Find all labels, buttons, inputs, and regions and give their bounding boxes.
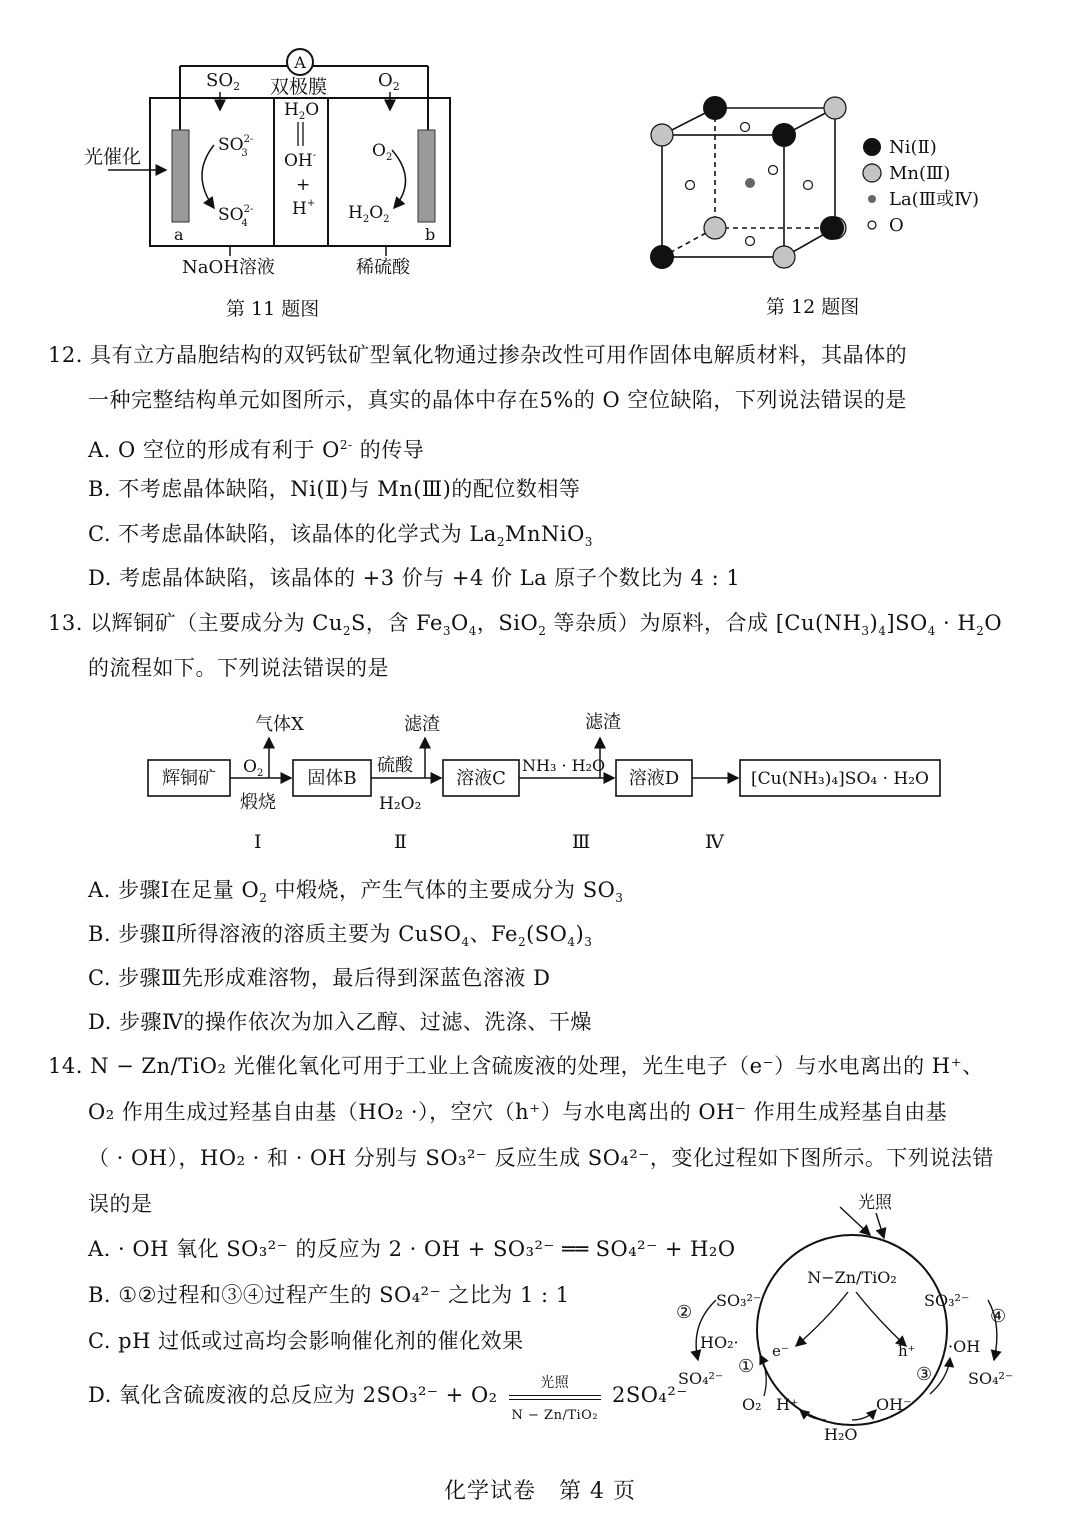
q14-stem-line2: O₂ 作用生成过羟基自由基（HO₂ ·），空穴（h⁺）与水电离出的 OH⁻ 作用生成羟基自由基 — [88, 1100, 948, 1124]
q14-stem-line1: 14. N − Zn/TiO₂ 光催化氧化可用于工业上含硫废液的处理，光生电子（e⁻）与水电离出的 H⁺、 — [48, 1054, 984, 1078]
legend-o: O — [889, 215, 904, 236]
svg-text:H₂O₂: H₂O₂ — [379, 794, 422, 814]
ni-atom-front-right — [820, 216, 844, 240]
q12-option-b: B. 不考虑晶体缺陷，Ni(Ⅱ)与 Mn(Ⅲ)的配位数相等 — [88, 477, 581, 501]
q12-option-a: A. O 空位的形成有利于 $O^{2-}$ 的传导 — [88, 438, 425, 462]
figure-12-crystal-cell — [640, 90, 1000, 280]
svg-text:HO₂·: HO₂· — [700, 1333, 739, 1352]
svg-text:O2: $O_2$ — [243, 757, 264, 779]
svg-text:·OH: ·OH — [948, 1337, 981, 1356]
svg-text:[Cu(NH₃)₄]SO₄ · H₂O: [Cu(NH₃)₄]SO₄ · H₂O — [750, 769, 930, 789]
svg-text:硫酸: 硫酸 — [377, 755, 413, 776]
svg-text:H2O: $H_2O$ — [284, 100, 320, 122]
q13-flow-chart — [140, 705, 950, 855]
svg-text:SO₃²⁻: SO₃²⁻ — [716, 1291, 762, 1310]
q14-stem-line3: （ · OH），HO₂ · 和 · OH 分别与 SO₃²⁻ 反应生成 SO₄²⁻，变化过程如下图所示。下列说法错 — [88, 1146, 994, 1170]
svg-text:SO₄²⁻: SO₄²⁻ — [678, 1369, 724, 1388]
svg-text:N−Zn/TiO₂: N−Zn/TiO₂ — [807, 1268, 897, 1287]
figure-11-electrolysis-cell — [80, 45, 480, 280]
svg-text:Ⅰ: Ⅰ — [254, 831, 262, 853]
svg-text:H⁺: H⁺ — [776, 1395, 799, 1414]
svg-text:Ⅲ: Ⅲ — [572, 831, 591, 853]
q12-stem-line2: 一种完整结构单元如图所示，真实的晶体中存在5%的 O 空位缺陷，下列说法错误的是 — [88, 388, 907, 412]
legend-ni: Ni(Ⅱ) — [889, 137, 937, 158]
svg-text:O₂: O₂ — [742, 1395, 762, 1414]
page-footer: 化学试卷 第 4 页 — [444, 1479, 636, 1504]
q14-option-b: B. ①②过程和③④过程产生的 SO₄²⁻ 之比为 1 : 1 — [88, 1283, 570, 1307]
svg-text:H2O2: $H_2O_2$ — [348, 203, 390, 225]
svg-text:煅烧: 煅烧 — [240, 792, 276, 813]
svg-text:H₂O: H₂O — [824, 1425, 858, 1444]
svg-text:SO₄²⁻: SO₄²⁻ — [968, 1369, 1014, 1388]
la-atom — [745, 178, 755, 188]
electrode-a — [172, 130, 189, 222]
svg-text:SO2-4: $SO^{2-}4$ — [218, 204, 254, 229]
svg-text:h⁺: h⁺ — [898, 1342, 916, 1360]
flow-residue-2: 滤渣 — [585, 712, 621, 733]
naoh-label: NaOH溶液 — [182, 257, 275, 278]
svg-text:H+: H+ — [292, 198, 316, 219]
svg-text:④: ④ — [990, 1306, 1007, 1327]
svg-text:+: + — [296, 175, 311, 195]
q14-photocatalysis-diagram — [665, 1185, 1025, 1450]
svg-text:e⁻: e⁻ — [772, 1342, 789, 1360]
svg-text:③: ③ — [916, 1364, 933, 1385]
ammeter-label: A — [294, 53, 306, 72]
q13-option-a: A. 步骤Ⅰ在足量 $O_2$ 中煅烧，产生气体的主要成分为 $SO_3$ — [88, 878, 624, 906]
svg-text:OH⁻: OH⁻ — [876, 1395, 912, 1414]
flow-residue-1: 滤渣 — [404, 714, 440, 735]
svg-text:②: ② — [676, 1302, 693, 1323]
svg-text:SO₃²⁻: SO₃²⁻ — [924, 1291, 970, 1310]
svg-text:OH-: OH- — [284, 150, 317, 171]
svg-text:SO2: $SO_2$ — [206, 70, 241, 93]
q14-option-a: A. · OH 氧化 SO₃²⁻ 的反应为 2 · OH + SO₃²⁻ ══ SO₄²⁻ + H₂O — [88, 1237, 736, 1261]
svg-text:O2: $O_2$ — [378, 70, 400, 93]
svg-text:辉铜矿: 辉铜矿 — [162, 768, 216, 789]
membrane-label: 双极膜 — [270, 76, 328, 98]
q13-option-d: D. 步骤Ⅳ的操作依次为加入乙醇、过滤、洗涤、干燥 — [88, 1010, 592, 1034]
sulfuric-acid-label: 稀硫酸 — [356, 257, 410, 278]
q13-option-b: B. 步骤Ⅱ所得溶液的溶质主要为 CuSO$_4$、$Fe_2(SO_4)_3$ — [88, 922, 593, 950]
light-catalysis-label: 光催化 — [84, 146, 142, 168]
svg-text:Ⅱ: Ⅱ — [394, 831, 407, 853]
electrode-b — [418, 130, 435, 222]
q13-stem-line2: 的流程如下。下列说法错误的是 — [88, 656, 389, 680]
q13-option-c: C. 步骤Ⅲ先形成难溶物，最后得到深蓝色溶液 D — [88, 966, 551, 990]
q14-option-d: D. 氧化含硫废液的总反应为 2SO₃²⁻ + O₂ 光照 N − Zn/TiO₂ 2SO₄²⁻ — [88, 1374, 688, 1423]
svg-text:光照: 光照 — [858, 1193, 892, 1213]
figure-12-caption: 第 12 题图 — [766, 296, 860, 318]
q12-option-d: D. 考虑晶体缺陷，该晶体的 +3 价与 +4 价 La 原子个数比为 4 : 1 — [88, 566, 741, 590]
figure-12-legend — [863, 137, 979, 236]
legend-la: La(Ⅲ或Ⅳ) — [889, 189, 980, 210]
svg-text:Ⅳ: Ⅳ — [705, 831, 724, 853]
q14-option-c: C. pH 过低或过高均会影响催化剂的催化效果 — [88, 1329, 524, 1353]
figure-11-caption: 第 11 题图 — [226, 298, 320, 320]
svg-text:SO2-3: $SO^{2-}3$ — [218, 134, 254, 159]
svg-text:①: ① — [738, 1356, 755, 1377]
q13-stem-line1: 13. 以辉铜矿（主要成分为 $Cu_2S$，含 $Fe_3O_4$，SiO$_2$ 等杂质）为原料，合成 $[Cu(NH_3)_4]SO_4 \cdot H_2O$ — [48, 611, 1003, 639]
flow-gas-x: 气体X — [255, 714, 304, 735]
svg-text:b: b — [425, 225, 436, 244]
svg-text:a: a — [174, 225, 184, 244]
q12-stem-line1: 12. 具有立方晶胞结构的双钙钛矿型氧化物通过掺杂改性可用作固体电解质材料，其晶体的 — [48, 343, 908, 367]
svg-text:NH₃ · H₂O: NH₃ · H₂O — [522, 756, 606, 775]
q14-stem-line4: 误的是 — [88, 1192, 153, 1216]
svg-text:溶液C: 溶液C — [456, 768, 506, 789]
svg-text:O2: $O_2$ — [372, 141, 393, 163]
legend-mn: Mn(Ⅲ) — [889, 163, 951, 184]
svg-text:固体B: 固体B — [307, 768, 357, 789]
q12-option-c: C. 不考虑晶体缺陷，该晶体的化学式为 $La_2MnNiO_3$ — [88, 522, 593, 550]
svg-text:溶液D: 溶液D — [628, 768, 680, 789]
